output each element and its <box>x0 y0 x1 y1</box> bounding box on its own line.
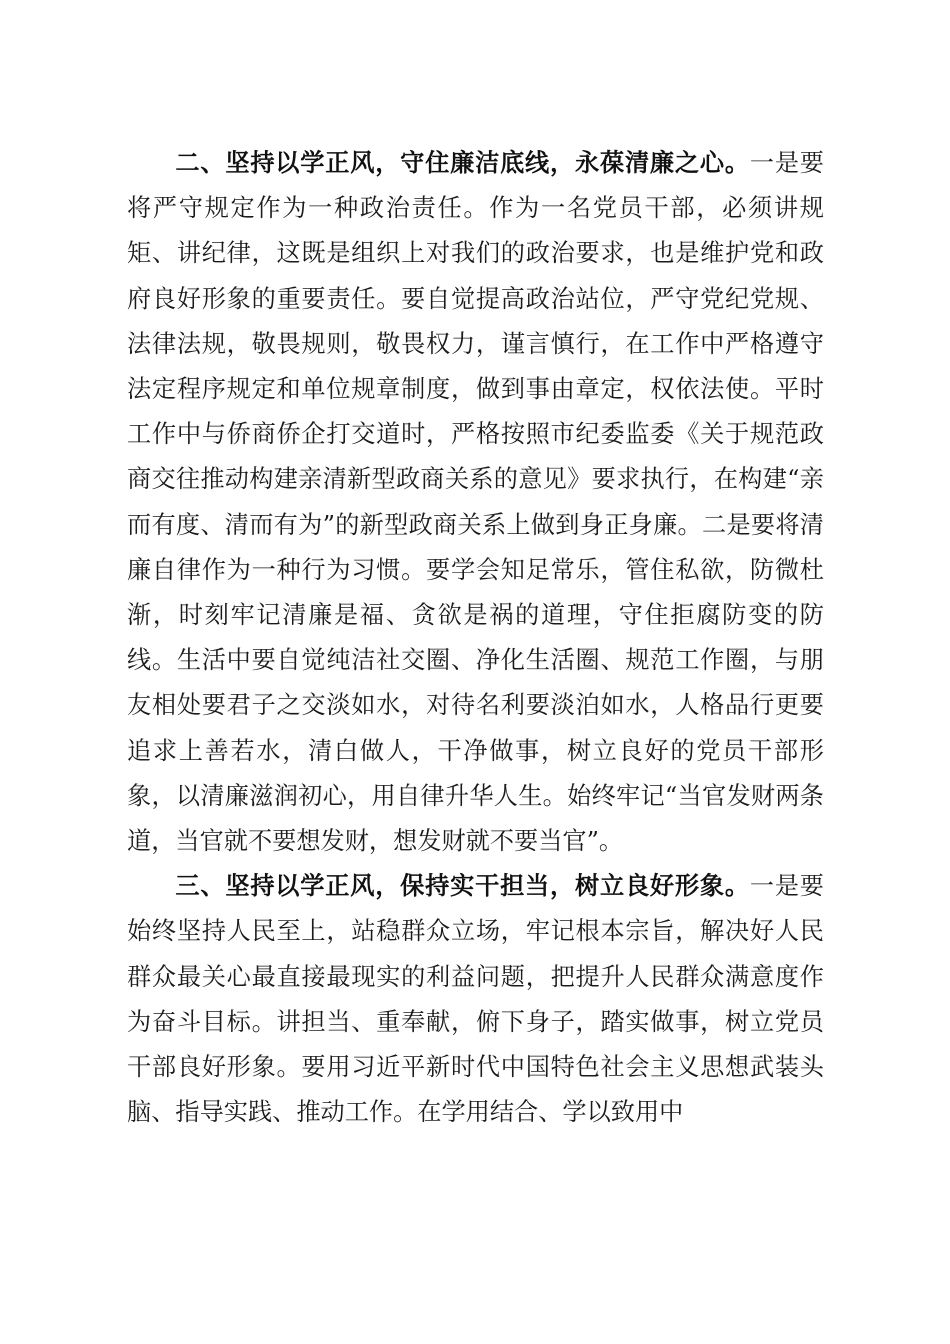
section-two-heading: 二、坚持以学正风，守住廉洁底线，永葆清廉之心。 <box>175 149 750 177</box>
section-three-heading: 三、坚持以学正风，保持实干担当，树立良好形象。 <box>175 872 750 901</box>
section-three-body: 一是要始终坚持人民至上，站稳群众立场，牢记根本宗旨，解决好人民群众最关心最直接最现实的利益问题，把提升人民群众满意度作为奋斗目标。讲担当、重奉献，俯下身子，踏实做事，树立党员干部良好形象。要用习近平新时代中国特色社会主义思想武装头脑、指导实践、推动工作。在学用结合、学以致用中 <box>127 872 824 1127</box>
section-two-body: 一是要将严守规定作为一种政治责任。作为一名党员干部，必须讲规矩、讲纪律，这既是组织上对我们的政治要求，也是维护党和政府良好形象的重要责任。要自觉提高政治站位，严守党纪党规、法律法规，敬畏规则，敬畏权力，谨言慎行，在工作中严格遵守法定程序规定和单位规章制度，做到事由章定，权依法使。平时工作中与侨商侨企打交道时，严格按照市纪委监委《关于规范政商交往推动构建亲清新型政商关系的意见》要求执行，在构建“亲而有度、清而有为”的新型政商关系上做到身正身廉。二是要将清廉自律作为一种行为习惯。要学会知足常乐，管住私欲，防微杜渐，时刻牢记清廉是福、贪欲是祸的道理，守住拒腐防变的防线。生活中要自觉纯洁社交圈、净化生活圈、规范工作圈，与朋友相处要君子之交淡如水，对待名利要淡泊如水，人格品行更要追求上善若水，清白做人，干净做事，树立良好的党员干部形象，以清廉滋润初心，用自律升华人生。始终牢记“当官发财两条道，当官就不要想发财，想发财就不要当官”。 <box>127 149 824 856</box>
section-three-paragraph <box>127 864 824 1135</box>
section-two-paragraph <box>127 141 824 864</box>
document-body <box>127 141 824 1135</box>
